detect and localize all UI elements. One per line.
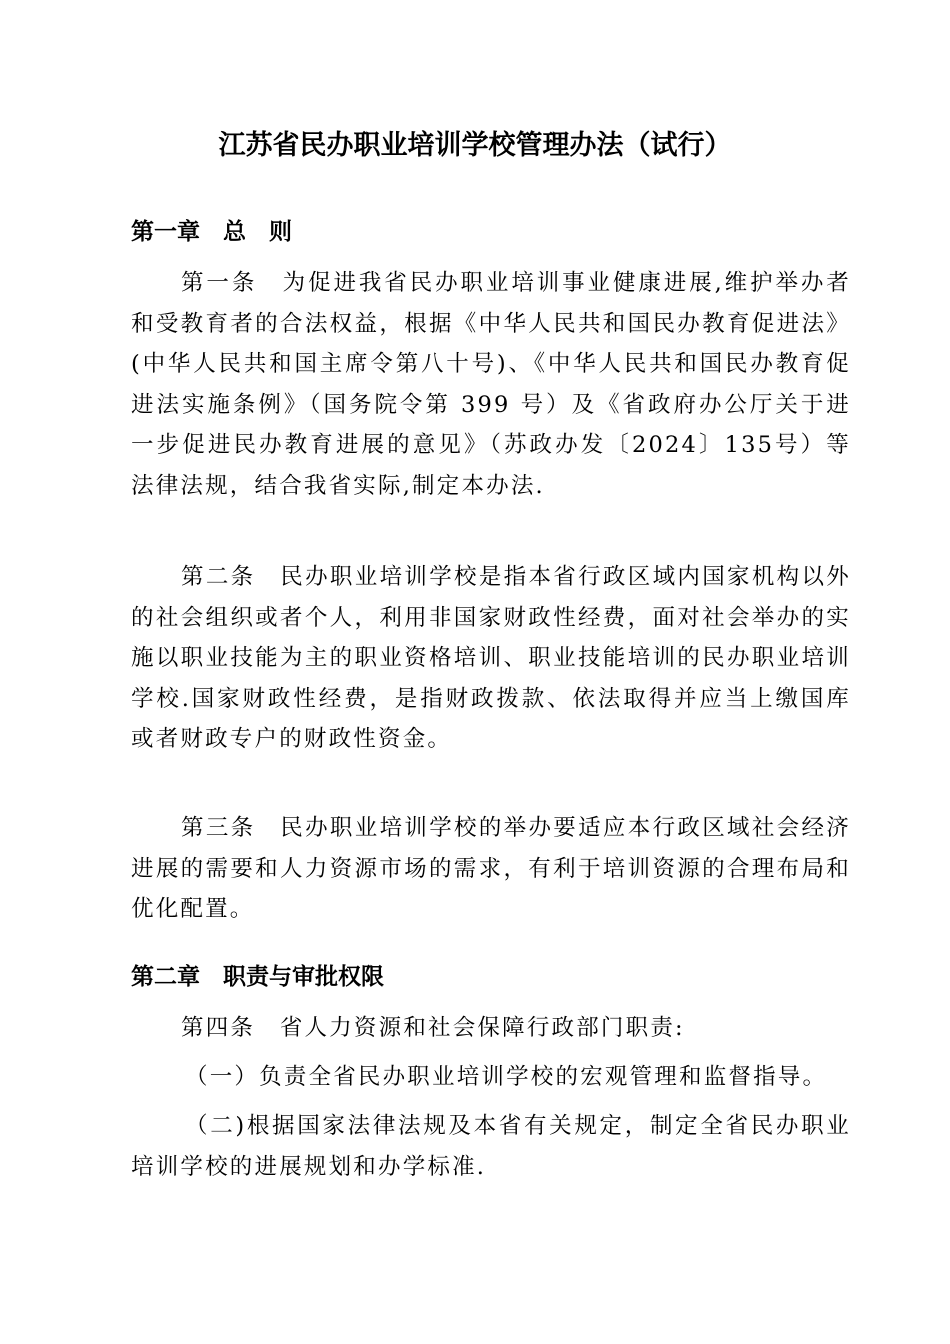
document-title: 江苏省民办职业培训学校管理办法（试行） (218, 130, 732, 161)
chapter-1-heading: 第一章 总 则 (131, 218, 292, 245)
article-1-text: 为促进我省民办职业培训事业健康进展,维护举办者和受教育者的合法权益，根据《中华人民共和国民办教育促进法》(中华人民共和国主席令第八十号)、《中华人民共和国民办教育促进法实施条例》（国务院令第 399 号）及《省政府办公厅关于进一步促进民办教育进展的意见》（苏政办发〔2024〕135号）等法律法规，结合我省实际,制定本办法. (131, 270, 851, 499)
article-2-number: 第二条 (181, 564, 256, 590)
article-4-text: 省人力资源和社会保障行政部门职责: (279, 1015, 685, 1041)
article-1 (131, 263, 851, 506)
article-3-number: 第三条 (181, 815, 256, 841)
article-2-text: 民办职业培训学校是指本省行政区域内国家机构以外的社会组织或者个人，利用非国家财政性经费，面对社会举办的实施以职业技能为主的职业资格培训、职业技能培训的民办职业培训学校.国家财政性经费，是指财政拨款、依法取得并应当上缴国库或者财政专户的财政性资金。 (131, 564, 852, 752)
chapter-2-heading: 第二章 职责与审批权限 (131, 963, 384, 990)
article-2 (131, 557, 851, 760)
article-4-number: 第四条 (181, 1015, 256, 1041)
article-1-number: 第一条 (181, 270, 258, 296)
article-4-item-2: （二)根据国家法律法规及本省有关规定，制定全省民办职业培训学校的进展规划和办学标准. (131, 1113, 851, 1180)
article-4-item-1: （一）负责全省民办职业培训学校的宏观管理和监督指导。 (185, 1064, 828, 1090)
article-3-text: 民办职业培训学校的举办要适应本行政区域社会经济进展的需要和人力资源市场的需求，有利于培训资源的合理布局和优化配置。 (131, 815, 852, 922)
article-4 (131, 1008, 851, 1049)
article-3 (131, 808, 851, 930)
